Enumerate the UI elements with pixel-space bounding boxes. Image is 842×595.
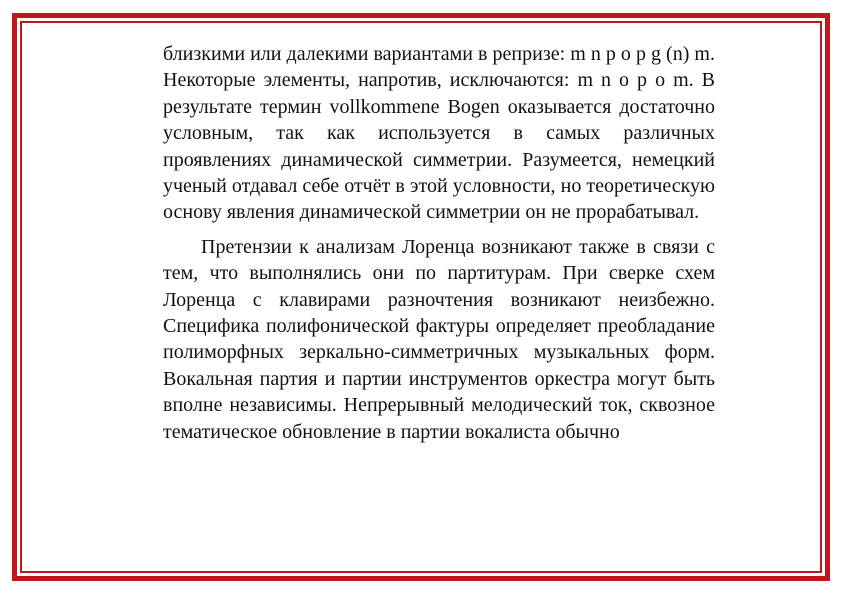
paragraph-2: Претензии к анализам Лоренца возникают также в связи с тем, что выполнялись они по партитурам. При сверке схем Лоренца с клавирами разночтения возникают неизбежно. Специфика полифонической фактуры определяет преобладание полиморфных зеркально-симметричных музыкальных форм. Вокальная партия и партии инструментов оркестра могут быть вполне независимы. Непрерывный мелодический ток, сквозное тематическое обновление в партии вокалиста обычно xyxy=(163,235,715,443)
paragraph-1: близкими или далекими вариантами в репризе: m n p o p g (n) m. Некоторые элементы, напротив, исключаются: m n o p o m. В результате термин vollkommene Bogen оказывается достаточно условным, так как используется в самых различных проявлениях динамической симметрии. Разумеется, немецкий ученый отдавал себе отчёт в этой условности, но теоретическую основу явления динамической симметрии он не прорабатывал. xyxy=(163,43,715,224)
document-body xyxy=(163,41,715,445)
